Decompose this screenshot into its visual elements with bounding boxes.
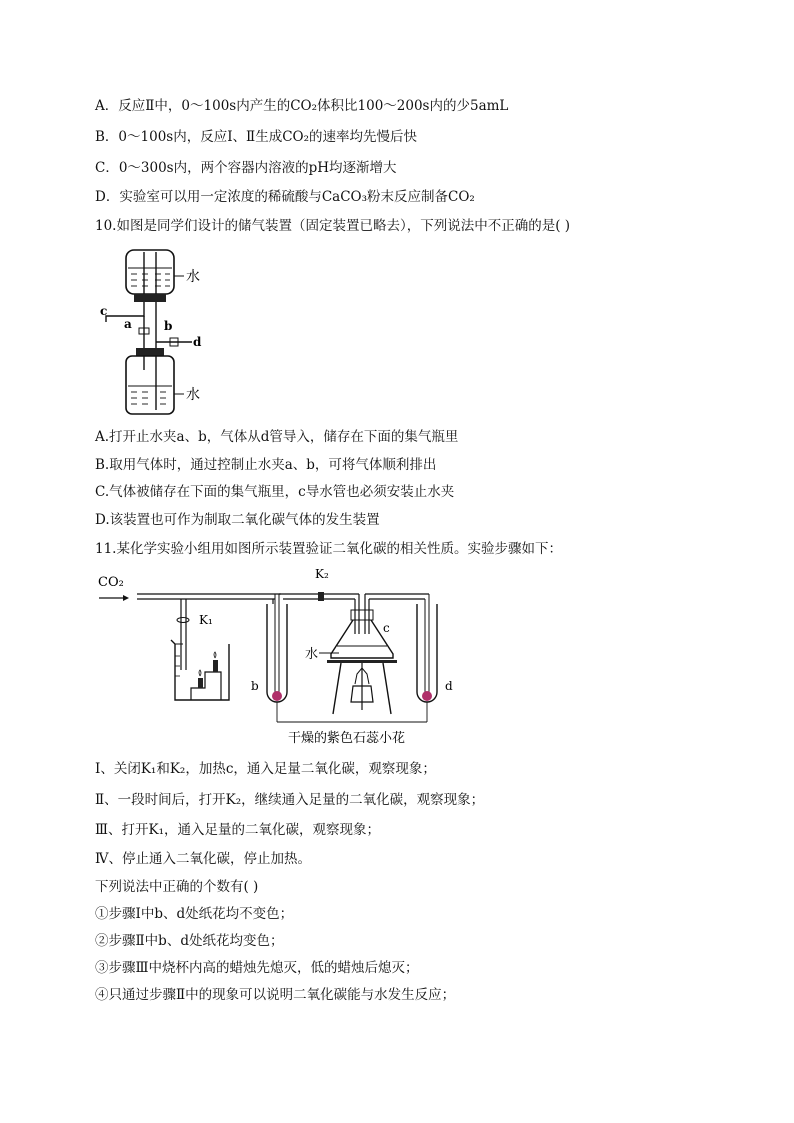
q10-option-b: B.取用气体时，通过控制止水夹a、b，可将气体顺利排出 bbox=[95, 457, 437, 473]
q11-step-3: Ⅲ、打开K₁，通入足量的二氧化碳，观察现象； bbox=[95, 822, 381, 838]
tube-d-label: d bbox=[193, 335, 202, 349]
tube-d-label: d bbox=[445, 679, 453, 693]
co2-property-apparatus-figure bbox=[95, 564, 455, 754]
q11-statement-3: ③步骤Ⅲ中烧杯内高的蜡烛先熄灭，低的蜡烛后熄灭； bbox=[95, 960, 419, 976]
gas-storage-apparatus-figure bbox=[100, 244, 230, 422]
q11-statement-4: ④只通过步骤Ⅱ中的现象可以说明二氧化碳能与水发生反应； bbox=[95, 987, 456, 1003]
q11-step-2: Ⅱ、一段时间后，打开K₂，继续通入足量的二氧化碳，观察现象； bbox=[95, 792, 485, 808]
q11-step-1: Ⅰ、关闭K₁和K₂，加热c，通入足量二氧化碳，观察现象； bbox=[95, 761, 436, 777]
co2-label: CO₂ bbox=[98, 575, 124, 590]
q11-step-4: Ⅳ、停止通入二氧化碳，停止加热。 bbox=[95, 851, 311, 867]
q11-stem: 11.某化学实验小组用如图所示装置验证二氧化碳的相关性质。实验步骤如下： bbox=[95, 541, 562, 557]
q10-option-c: C.气体被储存在下面的集气瓶里，c导水管也必须安装止水夹 bbox=[95, 484, 455, 500]
q10-stem: 10.如图是同学们设计的储气装置（固定装置已略去），下列说法中不正确的是( ) bbox=[95, 218, 571, 234]
q11-statement-1: ①步骤Ⅰ中b、d处纸花均不变色； bbox=[95, 906, 294, 922]
q10-option-d: D.该装置也可作为制取二氧化碳气体的发生装置 bbox=[95, 512, 380, 528]
q9-option-c: C．0～300s内，两个容器内溶液的pH均逐渐增大 bbox=[95, 160, 397, 176]
tube-b-label: b bbox=[251, 679, 259, 693]
tube-c-label: c bbox=[100, 304, 108, 318]
water-label-top: 水 bbox=[186, 269, 200, 285]
water-label-bottom: 水 bbox=[186, 387, 200, 403]
flask-c-label: c bbox=[383, 621, 390, 635]
k1-label: K₁ bbox=[199, 613, 213, 627]
q9-option-a: A．反应Ⅱ中，0～100s内产生的CO₂体积比100～200s内的少5amL bbox=[95, 98, 509, 114]
q9-option-b: B．0～100s内，反应Ⅰ、Ⅱ生成CO₂的速率均先慢后快 bbox=[95, 129, 418, 145]
water-label: 水 bbox=[305, 647, 319, 662]
k2-label: K₂ bbox=[315, 567, 329, 581]
q10-option-a: A.打开止水夹a、b，气体从d管导入，储存在下面的集气瓶里 bbox=[95, 429, 459, 445]
q11-statement-2: ②步骤Ⅱ中b、d处纸花均变色； bbox=[95, 933, 284, 949]
clip-b-label: b bbox=[164, 319, 173, 333]
figure-caption: 干燥的紫色石蕊小花 bbox=[288, 731, 406, 746]
clip-a-label: a bbox=[124, 317, 132, 331]
q11-question: 下列说法中正确的个数有( ) bbox=[95, 879, 259, 895]
q9-option-d: D．实验室可以用一定浓度的稀硫酸与CaCO₃粉末反应制备CO₂ bbox=[95, 189, 475, 205]
